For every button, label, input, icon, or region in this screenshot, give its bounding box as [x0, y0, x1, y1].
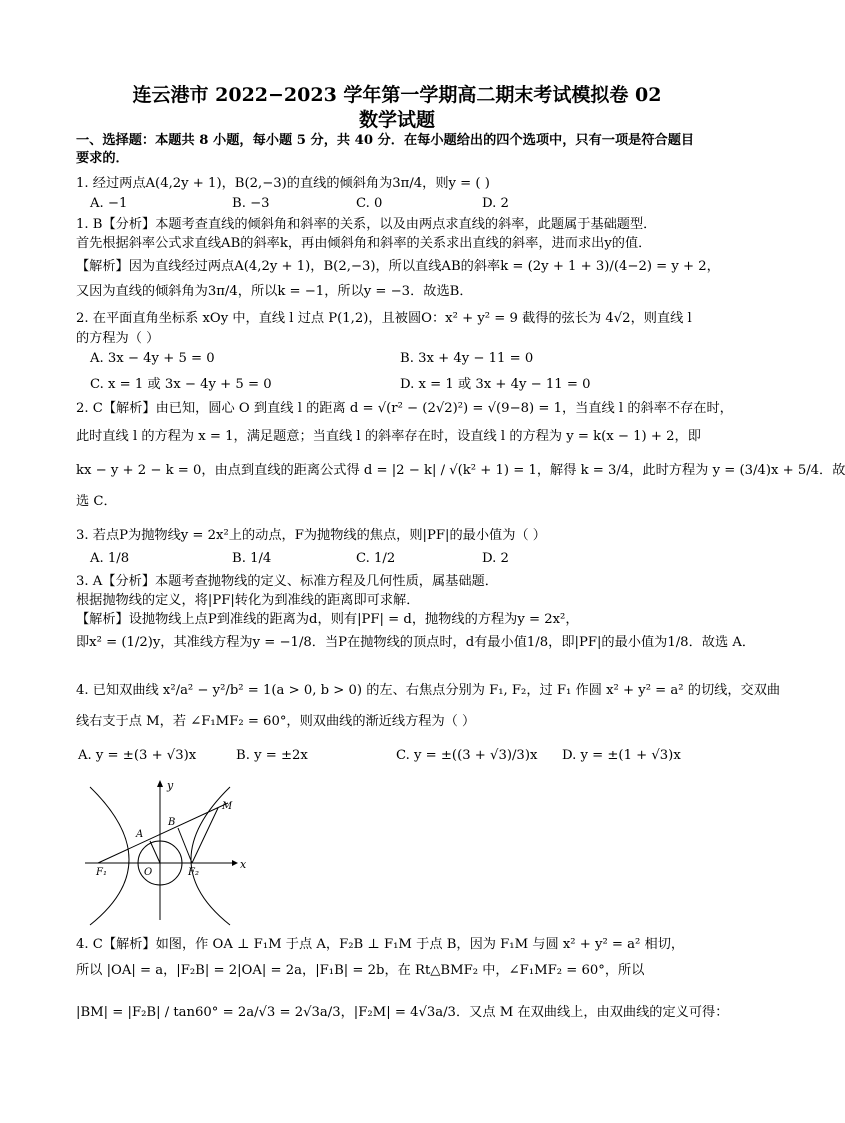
q2-option-a: A. 3x − 4y + 5 = 0	[90, 351, 215, 366]
tangent-line	[98, 803, 228, 863]
q4-stem-1: 4. 已知双曲线 x²/a² − y²/b² = 1(a > 0, b > 0) 的左、右焦点分别为 F₁, F₂，过 F₁ 作圆 x² + y² = a² 的切线，交双曲	[76, 683, 781, 698]
hyperbola-figure	[80, 775, 250, 925]
q3-stem: 3. 若点P为抛物线y = 2x²上的动点，F为抛物线的焦点，则|PF|的最小值为（ ）	[76, 528, 546, 543]
hyperbola-left-branch	[90, 787, 129, 925]
segment-oa	[150, 841, 160, 863]
q4-solution-1: 4. C【解析】如图，作 OA ⊥ F₁M 于点 A，F₂B ⊥ F₁M 于点 B，因为 F₁M 与圆 x² + y² = a² 相切，	[76, 937, 685, 952]
q2-solution-2: 此时直线 l 的方程为 x = 1，满足题意；当直线 l 的斜率存在时，设直线 l 的方程为 y = k(x − 1) + 2，即	[76, 429, 701, 444]
x-axis-arrow	[232, 860, 238, 866]
q3-solution-2: 根据抛物线的定义，将|PF|转化为到准线的距离即可求解．	[76, 593, 420, 608]
q1-option-a: A. −1	[90, 196, 128, 211]
q3-solution-4: 即x² = (1/2)y，其准线方程为y = −1/8．当P在抛物线的顶点时，d有最小值1/8，即|PF|的最小值为1/8．故选 A．	[76, 635, 756, 650]
q1-option-b: B. −3	[232, 196, 270, 211]
q3-solution-3: 【解析】设抛物线上点P到准线的距离为d，则有|PF| = d，抛物线的方程为y = 2x²，	[76, 612, 579, 627]
q4-stem-2: 线右支于点 M，若 ∠F₁MF₂ = 60°，则双曲线的渐近线方程为（ ）	[76, 714, 476, 729]
section-heading-cont: 要求的．	[76, 151, 129, 166]
page-title: 连云港市 2022−2023 学年第一学期高二期末考试模拟卷 02	[132, 84, 662, 106]
q1-stem: 1. 经过两点A(4,2y + 1)，B(2,−3)的直线的倾斜角为3π/4，则y = ( )	[76, 176, 490, 191]
q3-option-b: B. 1/4	[232, 551, 272, 566]
q2-stem-2: 的方程为（ ）	[76, 331, 160, 346]
q2-stem-1: 2. 在平面直角坐标系 xOy 中，直线 l 过点 P(1,2)，且被圆O：x² + y² = 9 截得的弦长为 4√2，则直线 l	[76, 311, 692, 326]
label-f1: F₁	[96, 867, 107, 878]
q4-option-a: A. y = ±(3 + √3)x	[78, 748, 197, 763]
q3-option-d: D. 2	[482, 551, 509, 566]
q2-option-d: D. x = 1 或 3x + 4y − 11 = 0	[400, 377, 591, 392]
q4-option-c: C. y = ±((3 + √3)/3)x	[396, 748, 538, 763]
q1-solution-3: 【解析】因为直线经过两点A(4,2y + 1)，B(2,−3)，所以直线AB的斜率k = (2y + 1 + 3)/(4−2) = y + 2，	[76, 259, 720, 274]
q3-option-c: C. 1/2	[356, 551, 396, 566]
label-a: A	[136, 829, 144, 840]
q1-option-c: C. 0	[356, 196, 383, 211]
y-axis-arrow	[157, 780, 163, 787]
label-o: O	[144, 867, 153, 878]
label-x: x	[240, 858, 247, 871]
q2-solution-3: kx − y + 2 − k = 0，由点到直线的距离公式得 d = |2 − k| / √(k² + 1) = 1，解得 k = 3/4，此时方程为 y = (3/4)x + 5/4．故	[76, 463, 845, 478]
q3-option-a: A. 1/8	[90, 551, 130, 566]
q3-solution-1: 3. A【分析】本题考查抛物线的定义、标准方程及几何性质，属基础题．	[76, 574, 498, 589]
q1-solution-2: 首先根据斜率公式求直线AB的斜率k，再由倾斜角和斜率的关系求出直线的斜率，进而求出y的值．	[76, 236, 652, 251]
label-m: M	[222, 801, 233, 812]
q4-solution-2: 所以 |OA| = a，|F₂B| = 2|OA| = 2a，|F₁B| = 2b，在 Rt△BMF₂ 中，∠F₁MF₂ = 60°，所以	[76, 963, 645, 978]
q1-option-d: D. 2	[482, 196, 509, 211]
label-y: y	[167, 779, 174, 792]
q1-solution-4: 又因为直线的倾斜角为3π/4，所以k = −1，所以y = −3．故选B．	[76, 284, 473, 299]
q2-option-c: C. x = 1 或 3x − 4y + 5 = 0	[90, 377, 272, 392]
q4-option-b: B. y = ±2x	[236, 748, 308, 763]
page-subtitle: 数学试题	[358, 109, 435, 131]
segment-f2b	[178, 828, 192, 863]
q1-solution-1: 1. B【分析】本题考查直线的倾斜角和斜率的关系，以及由两点求直线的斜率，此题属于基础题型．	[76, 217, 657, 232]
q4-option-d: D. y = ±(1 + √3)x	[562, 748, 681, 763]
section-heading: 一、选择题：本题共 8 小题，每小题 5 分，共 40 分．在每小题给出的四个选项中，只有一项是符合题目	[76, 133, 695, 148]
q2-solution-1: 2. C【解析】由已知，圆心 O 到直线 l 的距离 d = √(r² − (2√2)²) = √(9−8) = 1，当直线 l 的斜率不存在时，	[76, 401, 733, 416]
q2-solution-4: 选 C．	[76, 494, 117, 509]
label-b: B	[168, 817, 176, 828]
q4-solution-3: |BM| = |F₂B| / tan60° = 2a/√3 = 2√3a/3，|F₂M| = 4√3a/3．又点 M 在双曲线上，由双曲线的定义可得：	[76, 1005, 729, 1020]
q2-option-b: B. 3x + 4y − 11 = 0	[400, 351, 534, 366]
label-f2: F₂	[188, 867, 199, 878]
